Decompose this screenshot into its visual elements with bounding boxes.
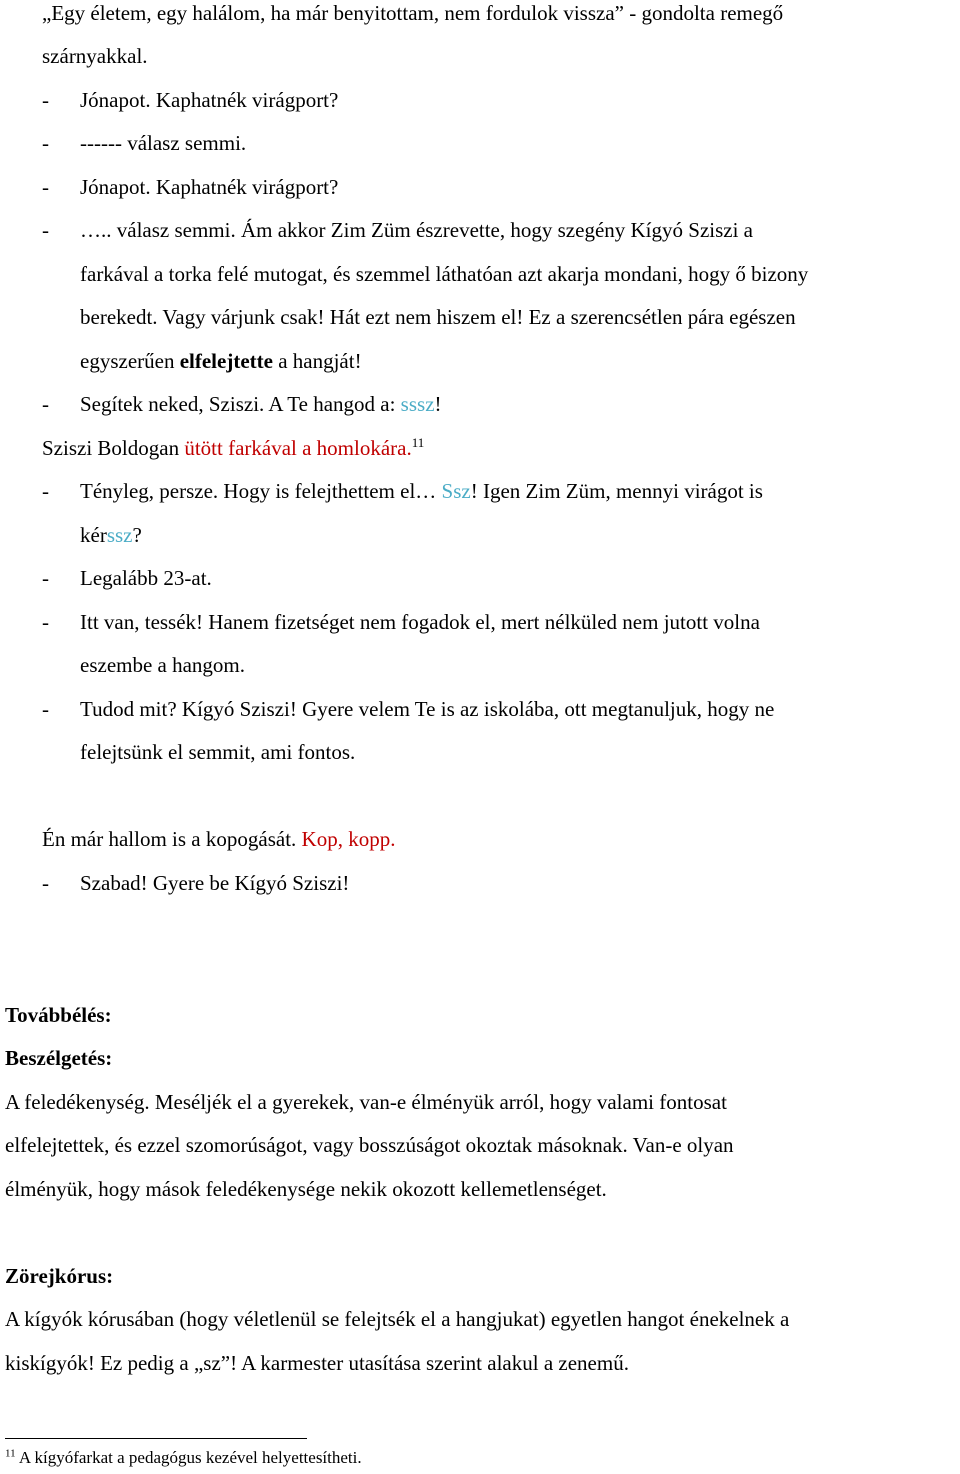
footnote-ref[interactable]: 11 — [411, 435, 425, 450]
dialog-line-text: eszembe a hangom. — [80, 653, 246, 677]
paragraph-line: élményük, hogy mások feledékenysége nekik okozott kellemetlenséget. — [5, 1177, 607, 1201]
dialog-line-text: berekedt. Vagy várjunk csak! Hát ezt nem hiszem el! Ez a szerencsétlen pára egészen — [80, 305, 796, 329]
dialog-line — [42, 696, 49, 722]
dialog-line — [42, 870, 49, 896]
sound-text: Ssz — [441, 479, 471, 503]
dialog-line — [42, 87, 49, 113]
dialog-line-text: Itt van, tessék! Hanem fizetséget nem fogadok el, mert nélküled nem jutott volna — [80, 610, 760, 634]
dash: - — [42, 218, 49, 242]
dash: - — [42, 131, 49, 155]
text-run: ! — [434, 392, 442, 416]
dialog-line — [42, 174, 49, 200]
dialog-line — [42, 217, 49, 243]
dash: - — [42, 697, 49, 721]
footnote-number: 11 — [5, 1447, 16, 1460]
text-run: kér — [80, 523, 107, 547]
story-line: szárnyakkal. — [42, 44, 148, 68]
sound-text: ssz — [106, 523, 133, 547]
footnote-separator — [5, 1438, 307, 1439]
dialog-line — [42, 391, 49, 417]
footnote — [5, 1447, 362, 1469]
dialog-line — [42, 565, 49, 591]
dialog-line-text: felejtsünk el semmit, ami fontos. — [80, 740, 356, 764]
paragraph-line: elfelejtettek, és ezzel szomorúságot, vagy bosszúságot okoztak másoknak. Van-e olyan — [5, 1133, 734, 1157]
action-text: Kop, kopp. — [301, 827, 396, 851]
paragraph-line: kiskígyók! Ez pedig a „sz”! A karmester utasítása szerint alakul a zenemű. — [5, 1351, 629, 1375]
paragraph-line: A feledékenység. Meséljék el a gyerekek, van-e élményük arról, hogy valami fontosat — [5, 1090, 727, 1114]
dialog-line-text: Jónapot. Kaphatnék virágport? — [80, 175, 339, 199]
paragraph-line: A kígyók kórusában (hogy véletlenül se felejtsék el a hangjukat) egyetlen hangot énekelnek a — [5, 1307, 790, 1331]
dialog-line-text: Jónapot. Kaphatnék virágport? — [80, 88, 339, 112]
dialog-line-text: ….. válasz semmi. Ám akkor Zim Züm észrevette, hogy szegény Kígyó Sziszi a — [80, 218, 753, 242]
dialog-line — [42, 478, 49, 504]
text-run: Én már hallom is a kopogását. — [42, 827, 302, 851]
dialog-line-text — [80, 478, 763, 504]
dialog-line-text — [80, 391, 442, 417]
section-heading: Zörejkórus: — [5, 1264, 114, 1288]
dialog-line-text — [80, 522, 142, 548]
dash: - — [42, 392, 49, 416]
dash: - — [42, 566, 49, 590]
dialog-line-text — [80, 348, 362, 374]
dialog-line-text: Szabad! Gyere be Kígyó Sziszi! — [80, 871, 350, 895]
dialog-line — [42, 609, 49, 635]
section-heading: Továbbélés: — [5, 1003, 112, 1027]
emphasis-text: elfelejtette — [179, 349, 273, 373]
dialog-line-text: Legalább 23-at. — [80, 566, 212, 590]
footnote-text: A kígyófarkat a pedagógus kezével helyettesítheti. — [15, 1448, 362, 1467]
story-line: „Egy életem, egy halálom, ha már benyitottam, nem fordulok vissza” - gondolta remegő — [42, 1, 784, 25]
text-run: ? — [132, 523, 142, 547]
dialog-line-text: Tudod mit? Kígyó Sziszi! Gyere velem Te is az iskolába, ott megtanuljuk, hogy ne — [80, 697, 775, 721]
sound-text: sssz — [400, 392, 435, 416]
dialog-line — [42, 130, 49, 156]
story-line — [42, 435, 424, 461]
text-run: Tényleg, persze. Hogy is felejthettem el… — [80, 479, 442, 503]
dash: - — [42, 175, 49, 199]
text-run: Segítek neked, Sziszi. A Te hangod a: — [80, 392, 401, 416]
text-run: Sziszi Boldogan — [42, 436, 185, 460]
dialog-line-text: ------ válasz semmi. — [80, 131, 247, 155]
text-run: egyszerűen — [80, 349, 180, 373]
dash: - — [42, 871, 49, 895]
text-run: ! Igen Zim Züm, mennyi virágot is — [470, 479, 763, 503]
story-line — [42, 826, 395, 852]
dash: - — [42, 610, 49, 634]
dialog-line-text: farkával a torka felé mutogat, és szemmel láthatóan azt akarja mondani, hogy ő bizony — [80, 262, 809, 286]
action-text: ütött farkával a homlokára. — [184, 436, 412, 460]
text-run: a hangját! — [272, 349, 362, 373]
dash: - — [42, 88, 49, 112]
dash: - — [42, 479, 49, 503]
section-heading: Beszélgetés: — [5, 1046, 113, 1070]
